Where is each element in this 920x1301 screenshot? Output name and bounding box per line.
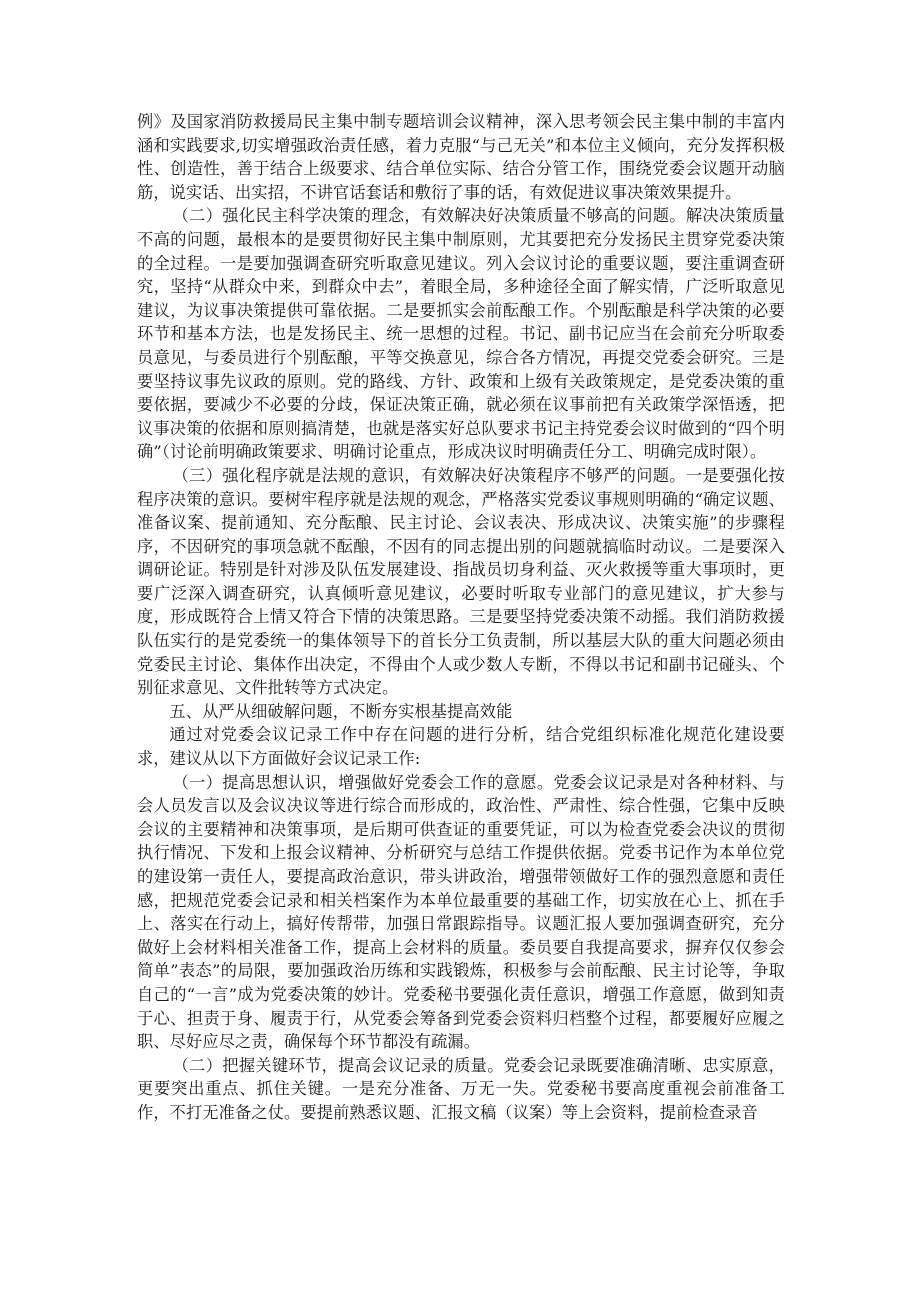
paragraph-section-3: （三）强化程序就是法规的意识，有效解决好决策程序不够严的问题。一是要强化按程序决策的意识。要树牢程序就是法规的观念，严格落实党委议事规则明确的“确定议题、准备议案、提前通知、充分酝酿、民主讨论、会议表决、形成决议、决策实施”的步骤程序，不因研究的事项急就不酝酿，不因有的同志提出别的问题就搞临时动议。二是要深入调研论证。特别是针对涉及队伍发展建设、指战员切身利益、灭火救援等重大事项时，更要广泛深入调查研究，认真倾听意见建议，必要时听取专业部门的意见建议，扩大参与度，形成既符合上情又符合下情的决策思路。三是要坚持党委决策不动摇。我们消防救援队伍实行的是党委统一的集体领导下的首长分工负责制，所以基层大队的重大问题必须由党委民主讨论、集体作出决定，不得由个人或少数人专断，不得以书记和副书记碰头、个别征求意见、文件批转等方式决定。 <box>137 465 785 698</box>
document-page <box>137 110 785 1125</box>
paragraph-item-1: （一）提高思想认识，增强做好党委会工作的意愿。党委会议记录是对各种材料、与会人员发言以及会议决议等进行综合而形成的，政治性、严肃性、综合性强，它集中反映会议的主要精神和决策事项，是后期可供查证的重要凭证，可以为检查党委会决议的贯彻执行情况、下发和上报会议精神、分析研究与总结工作提供依据。党委书记作为本单位党的建设第一责任人，要提高政治意识，带头讲政治，增强带领做好工作的强烈意愿和责任感，把规范党委会记录和相关档案作为本单位最重要的基础工作，切实放在心上、抓在手上、落实在行动上，搞好传帮带，加强日常跟踪指导。议题汇报人要加强调查研究，充分做好上会材料相关准备工作，提高上会材料的质量。委员要自我提高要求，摒弃仅仅参会简单”表态”的局限，要加强政治历练和实践锻炼，积极参与会前酝酿、民主讨论等，争取自己的“一言”成为党委决策的妙计。党委秘书要强化责任意识，增强工作意愿，做到知责于心、担责于身、履责于行，从党委会筹备到党委会资料归档整个过程，都要履好应履之职、尽好应尽之责，确保每个环节都没有疏漏。 <box>137 772 785 1052</box>
paragraph-item-2: （二）把握关键环节，提高会议记录的质量。党委会记录既要准确清晰、忠实原意，更要突出重点、抓住关键。一是充分准备、万无一失。党委秘书要高度重视会前准备工作，不打无准备之仗。要提前熟悉议题、汇报文稿（议案）等上会资料，提前检查录音 <box>137 1055 785 1122</box>
paragraph-intro: 通过对党委会议记录工作中存在问题的进行分析，结合党组织标准化规范化建设要求，建议从以下方面做好会议记录工作: <box>137 725 785 769</box>
paragraph-section-2: （二）强化民主科学决策的理念，有效解决好决策质量不够高的问题。解决决策质量不高的问题，最根本的是要贯彻好民主集中制原则，尤其要把充分发扬民主贯穿党委决策的全过程。一是要加强调查研究听取意见建议。列入会议讨论的重要议题，要注重调查研究，坚持“从群众中来，到群众中去”，着眼全局，多种途径全面了解实情，广泛听取意见建议，为议事决策提供可靠依据。二是要抓实会前酝酿工作。个别酝酿是科学决策的必要环节和基本方法，也是发扬民主、统一思想的过程。书记、副书记应当在会前充分听取委员意见，与委员进行个别酝酿，平等交换意见，综合各方情况，再提交党委会研究。三是要坚持议事先议政的原则。党的路线、方针、政策和上级有关政策规定，是党委决策的重要依据，要减少不必要的分歧，保证决策正确，就必须在议事前把有关政策学深悟透，把议事决策的依据和原则搞清楚，也就是落实好总队要求书记主持党委会议时做到的“四个明确”（讨论前明确政策要求、明确讨论重点，形成决议时明确责任分工、明确完成时限）。 <box>137 206 785 462</box>
section-heading-5: 五、从严从细破解问题，不断夯实根基提高效能 <box>169 701 513 721</box>
paragraph-continuation: 例》及国家消防救援局民主集中制专题培训会议精神，深入思考领会民主集中制的丰富内涵和实践要求,切实增强政治责任感，着力克服“与己无关”和本位主义倾向，充分发挥积极性、创造性，善于结合上级要求、结合单位实际、结合分管工作，围绕党委会议题开动脑筋，说实话、出实招，不讲官话套话和敷衍了事的话，有效促进议事决策效果提升。 <box>137 112 785 202</box>
